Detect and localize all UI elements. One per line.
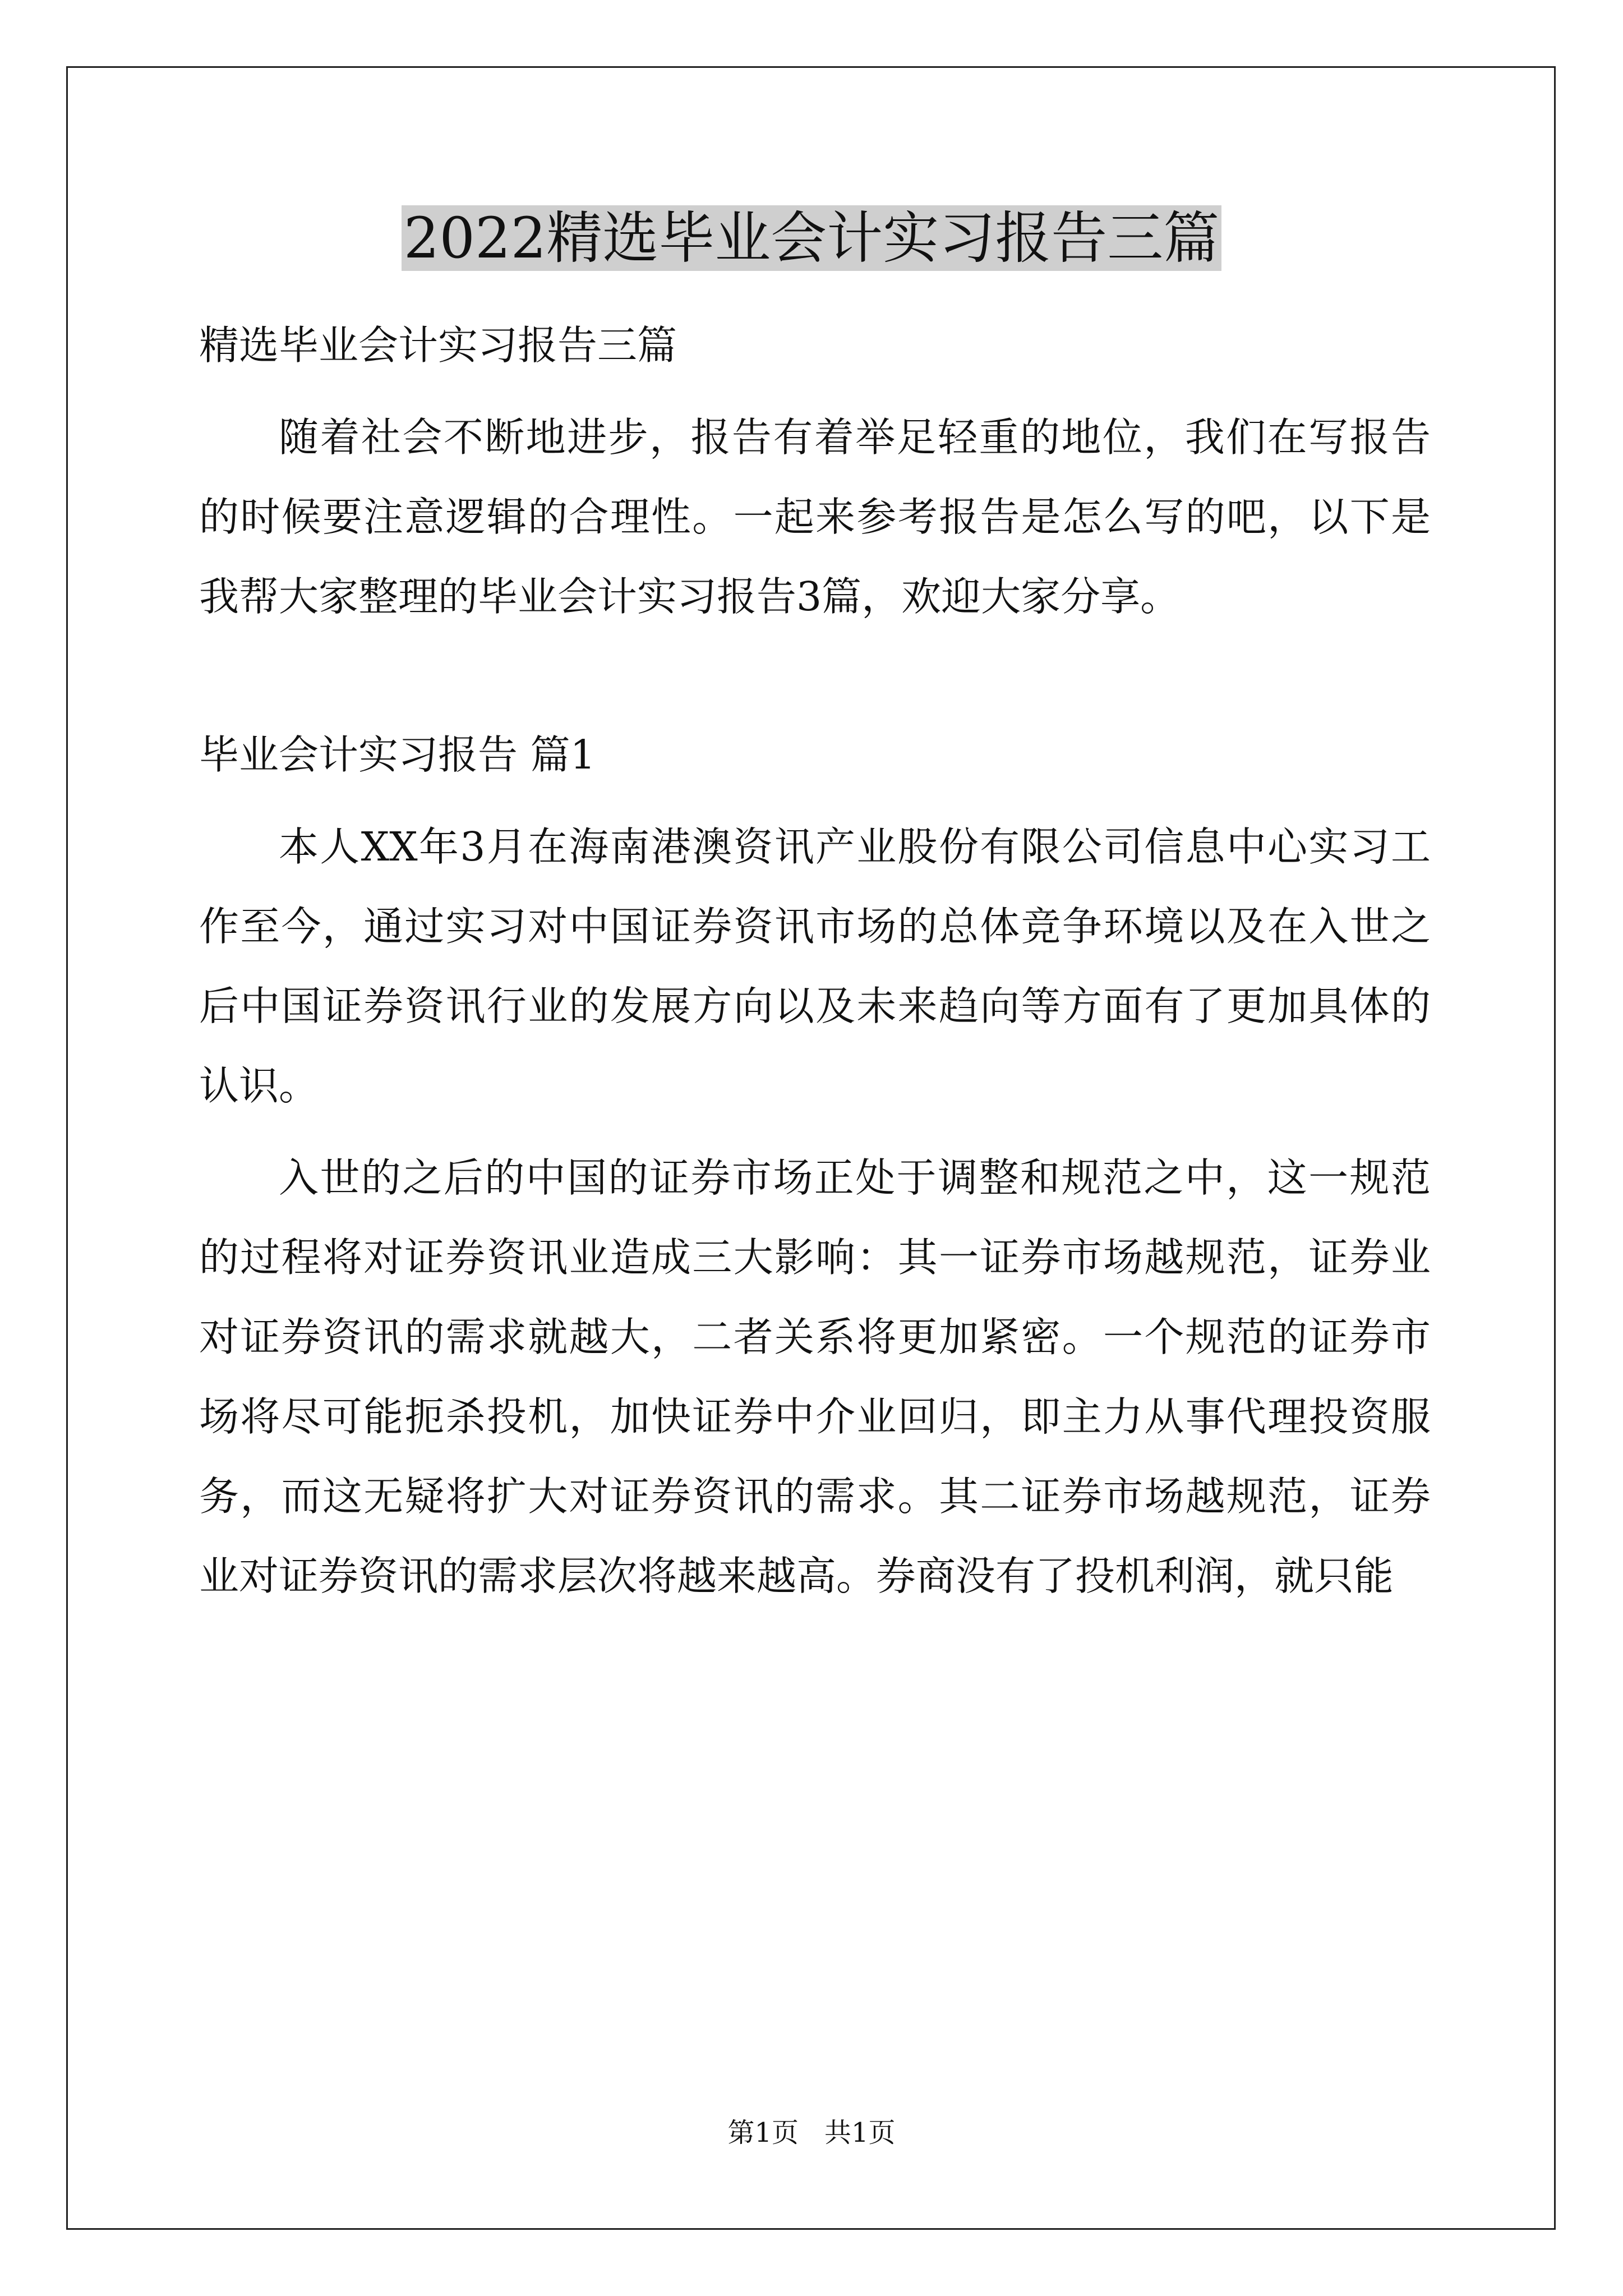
section-heading: 毕业会计实习报告 篇1 [199, 731, 596, 778]
document-title-text: 2022精选毕业会计实习报告三篇 [402, 205, 1222, 271]
page-number-total: 共1页 [824, 2117, 896, 2148]
body-paragraph-2: 入世的之后的中国的证券市场正处于调整和规范之中，这一规范的过程将对证券资讯业造成三大影响：其一证券市场越规范，证券业对证券资讯的需求就越大，二者关系将更加紧密。一个规范的证券市场将尽可能扼杀投机，加快证券中介业回归，即主力从事代理投资服务，而这无疑将扩大对证券资讯的需求。其二证券市场越规范，证券业对证券资讯的需求层次将越来越高。券商没有了投机利润，就只能 [199, 1154, 1431, 1599]
intro-paragraph: 随着社会不断地进步，报告有着举足轻重的地位，我们在写报告的时候要注意逻辑的合理性。一起来参考报告是怎么写的吧，以下是我帮大家整理的毕业会计实习报告3篇，欢迎大家分享。 [199, 414, 1431, 620]
document-body [199, 306, 1431, 1616]
page-number-current: 第1页 [727, 2117, 799, 2148]
document-title [0, 199, 1623, 278]
body-paragraph-1: 本人XX年3月在海南港澳资讯产业股份有限公司信息中心实习工作至今，通过实习对中国证券资讯市场的总体竞争环境以及在入世之后中国证券资讯行业的发展方向以及未来趋向等方面有了更加具体的认识。 [199, 823, 1431, 1109]
page-footer [0, 2116, 1623, 2150]
document-subtitle: 精选毕业会计实习报告三篇 [199, 322, 677, 369]
